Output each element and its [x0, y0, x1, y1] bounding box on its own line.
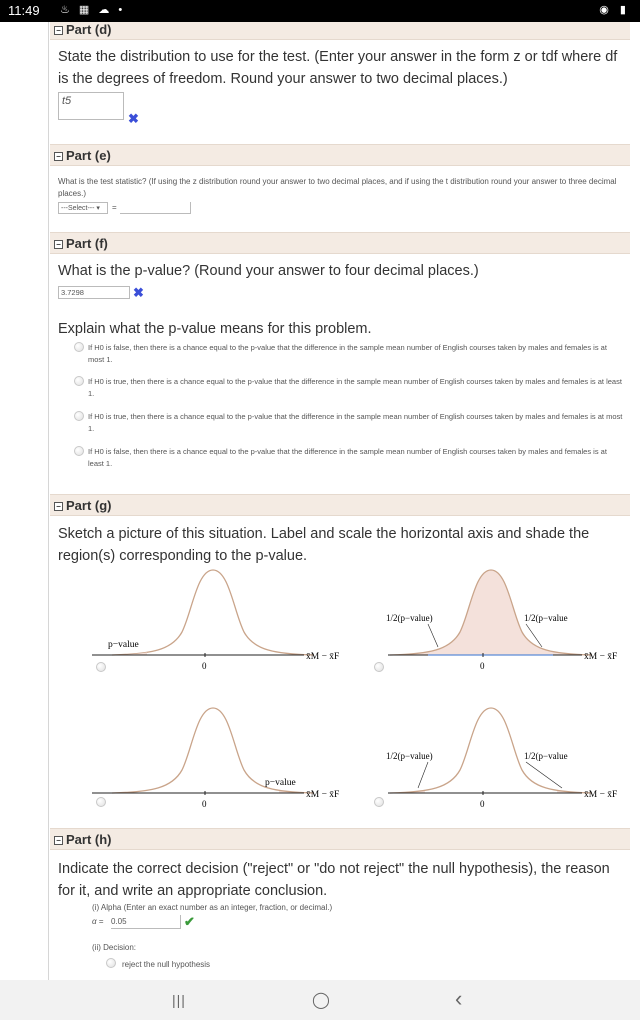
half-p-value-left-label: 1/2(p−value)	[386, 613, 433, 623]
collapse-icon[interactable]: −	[54, 26, 63, 35]
bell-curve	[112, 570, 314, 655]
p-value-input[interactable]: 3.7298	[58, 286, 130, 299]
decision-radio-reject[interactable]	[106, 958, 116, 968]
part-h-header[interactable]: − Part (h)	[50, 828, 630, 850]
option-text-4: If H0 is false, then there is a chance equal to the p-value that the difference in the sample mean number of English courses taken by males and females is at least 1.	[88, 447, 607, 468]
graph-right-tail	[92, 700, 352, 810]
android-nav-bar	[0, 980, 640, 1020]
pointer-line	[526, 762, 562, 788]
incorrect-icon: ✖	[128, 111, 139, 126]
alpha-symbol: α =	[92, 917, 104, 926]
collapse-icon[interactable]: −	[54, 502, 63, 511]
input-caret	[180, 915, 181, 929]
axis-label: x̄M − x̄F	[306, 652, 340, 662]
incorrect-icon: ✖	[133, 285, 144, 300]
wifi-battery-icons: ◉ ▮	[599, 4, 630, 16]
part-g-question: Sketch a picture of this situation. Label and scale the horizontal axis and shade the region(s) corresponding to the p-value.	[58, 526, 590, 564]
axis-label: x̄M − x̄F	[306, 790, 340, 800]
option-text-1: If H0 is false, then there is a chance equal to the p-value that the difference in the sample mean number of English courses taken by males and females is at most 1.	[88, 343, 607, 364]
part-h-question: Indicate the correct decision ("reject" or "do not reject" the null hypothesis), the reason for it, and write an appropriate conclusion.	[58, 861, 610, 899]
option-text-2: If H0 is true, then there is a chance equal to the p-value that the difference in the sample mean number of English courses taken by males and females is at least 1.	[88, 377, 622, 398]
zero-label: 0	[202, 661, 207, 671]
zero-label: 0	[480, 799, 485, 809]
part-f-question: What is the p-value? (Round your answer to four decimal places.)	[58, 263, 479, 279]
zero-label: 0	[480, 661, 485, 671]
collapse-icon[interactable]: −	[54, 836, 63, 845]
graph-radio-4[interactable]	[374, 797, 384, 807]
p-value-explain-prompt: Explain what the p-value means for this problem.	[58, 321, 372, 337]
option-radio-4[interactable]	[74, 446, 84, 456]
part-e-question: What is the test statistic? (If using the z distribution round your answer to two decimal places, and if using the t distribution round your answer to three decimal places.)	[58, 177, 617, 198]
axis-label: x̄M − x̄F	[584, 652, 618, 662]
option-radio-2[interactable]	[74, 376, 84, 386]
graph-radio-3[interactable]	[96, 797, 106, 807]
alpha-prompt: (i) Alpha (Enter an exact number as an integer, fraction, or decimal.)	[92, 903, 333, 912]
part-d-header[interactable]: − Part (d)	[50, 22, 630, 40]
distribution-input[interactable]: t5	[58, 92, 124, 120]
graph-two-tail-center	[370, 562, 632, 672]
status-time: 11:49	[8, 3, 40, 18]
status-bar	[0, 0, 640, 22]
p-value-label: p−value	[108, 640, 139, 650]
part-f-header[interactable]: − Part (f)	[50, 232, 630, 254]
half-p-value-left-label: 1/2(p−value)	[386, 751, 433, 761]
part-g-header[interactable]: − Part (g)	[50, 494, 630, 516]
page-content	[0, 22, 640, 980]
graph-left-tail	[92, 562, 352, 672]
half-p-value-right-label: 1/2(p−value	[524, 613, 568, 623]
graph-radio-2[interactable]	[374, 662, 384, 672]
correct-icon: ✔	[184, 914, 195, 929]
equals-sign: =	[112, 203, 117, 212]
collapse-icon[interactable]: −	[54, 152, 63, 161]
zero-label: 0	[202, 799, 207, 809]
collapse-icon[interactable]: −	[54, 240, 63, 249]
option-radio-3[interactable]	[74, 411, 84, 421]
test-statistic-select[interactable]: ---Select--- ▾	[58, 202, 108, 214]
decision-option-reject: reject the null hypothesis	[122, 960, 211, 969]
graph-radio-1[interactable]	[96, 662, 106, 672]
recents-icon[interactable]: |||	[172, 992, 186, 1008]
part-e-header[interactable]: − Part (e)	[50, 144, 630, 166]
left-border	[48, 22, 49, 980]
option-radio-1[interactable]	[74, 342, 84, 352]
home-icon[interactable]: ◯	[312, 992, 330, 1009]
graph-two-tails	[370, 700, 632, 810]
back-icon[interactable]: ‹	[455, 986, 463, 1011]
part-d-question: State the distribution to use for the test. (Enter your answer in the form z or tdf where df is the degrees of freedom. Round your answer to two decimal places.)	[58, 49, 618, 87]
input-caret	[190, 202, 191, 214]
notification-icons: ♨ ▦ ☁ •	[60, 4, 126, 16]
pointer-line	[428, 624, 438, 647]
p-value-label: p−value	[265, 778, 296, 788]
pointer-line	[418, 762, 428, 788]
option-text-3: If H0 is true, then there is a chance equal to the p-value that the difference in the sample mean number of English courses taken by males and females is at most 1.	[88, 412, 623, 433]
axis-label: x̄M − x̄F	[584, 790, 618, 800]
test-statistic-input[interactable]	[120, 213, 190, 214]
alpha-input[interactable]: 0.05	[111, 916, 181, 929]
half-p-value-right-label: 1/2(p−value	[524, 751, 568, 761]
decision-label: (ii) Decision:	[92, 943, 137, 952]
